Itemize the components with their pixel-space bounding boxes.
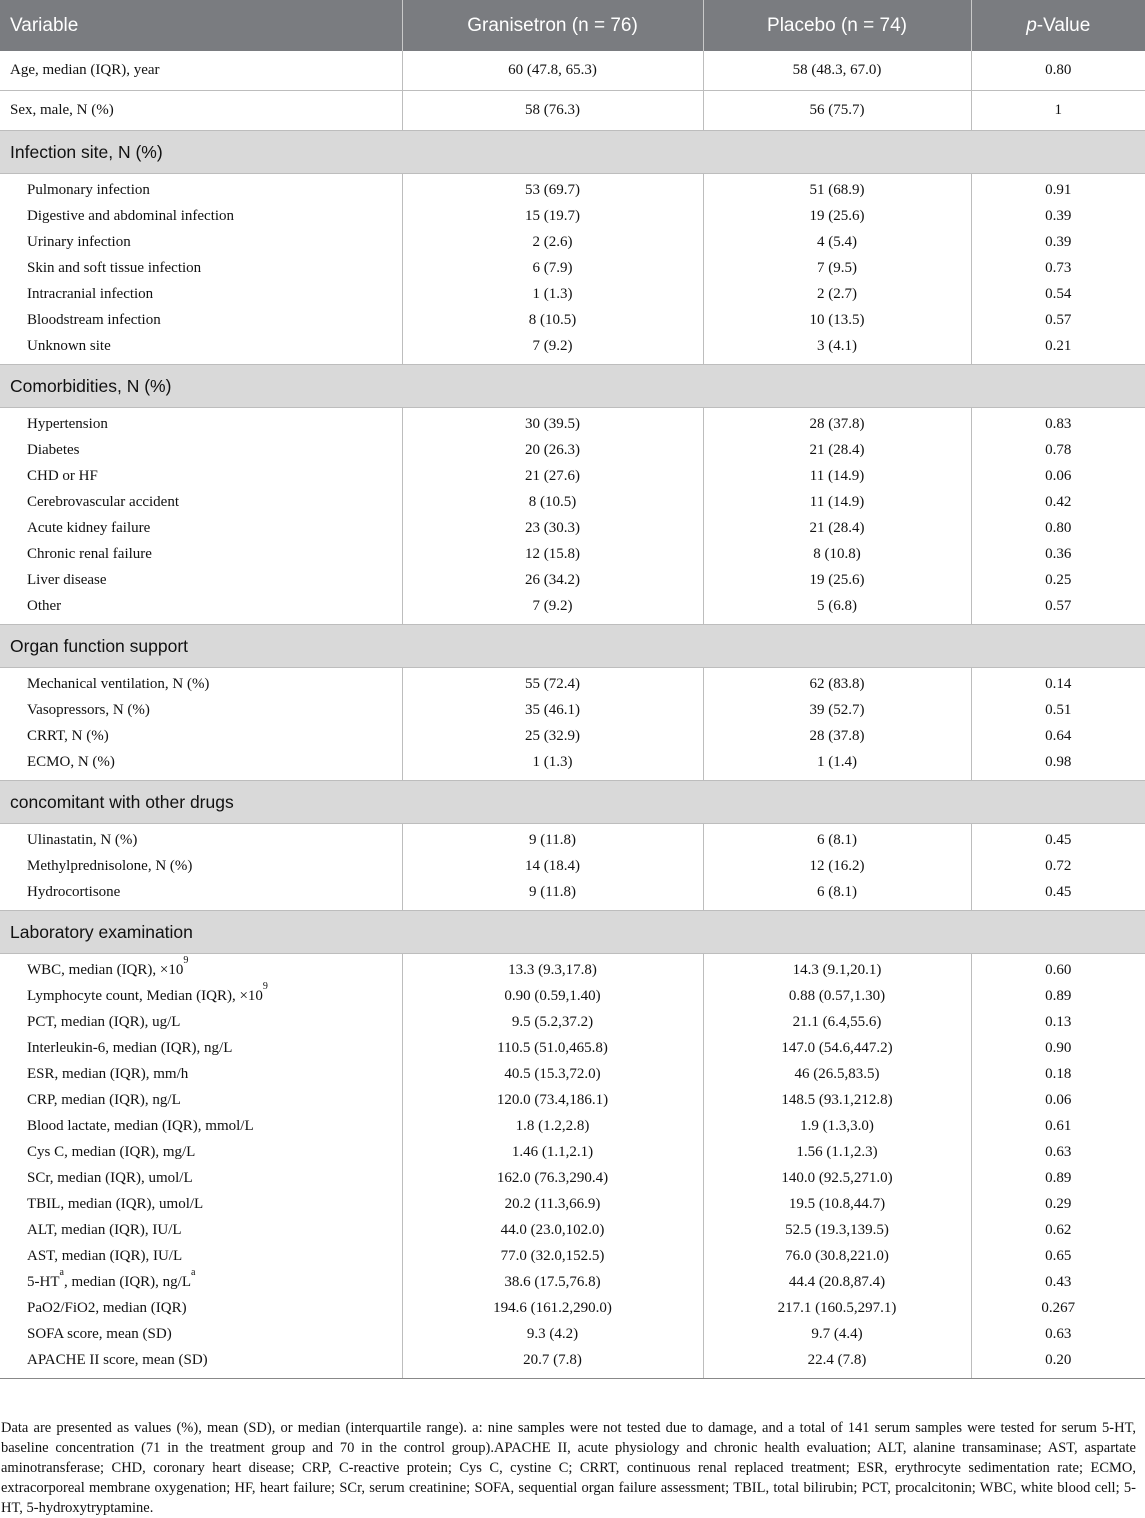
table-row — [0, 1217, 1145, 1243]
p-value-cell: 0.13 — [971, 1009, 1145, 1035]
granisetron-cell: 20.2 (11.3,66.9) — [402, 1191, 703, 1217]
granisetron-cell: 77.0 (32.0,152.5) — [402, 1243, 703, 1269]
granisetron-cell: 38.6 (17.5,76.8) — [402, 1269, 703, 1295]
section-header-row — [0, 781, 1145, 824]
placebo-cell: 28 (37.8) — [703, 408, 971, 438]
granisetron-cell: 110.5 (51.0,465.8) — [402, 1035, 703, 1061]
p-value-cell: 0.43 — [971, 1269, 1145, 1295]
granisetron-cell: 23 (30.3) — [402, 515, 703, 541]
placebo-cell: 21 (28.4) — [703, 437, 971, 463]
granisetron-cell: 15 (19.7) — [402, 203, 703, 229]
placebo-cell: 10 (13.5) — [703, 307, 971, 333]
variable-cell: Cys C, median (IQR), mg/L — [27, 1144, 196, 1160]
table-row — [0, 1113, 1145, 1139]
p-value-cell: 0.63 — [971, 1139, 1145, 1165]
table-row — [0, 723, 1145, 749]
table-row — [0, 1321, 1145, 1347]
p-value-cell: 0.63 — [971, 1321, 1145, 1347]
table-row — [0, 437, 1145, 463]
granisetron-cell: 9.3 (4.2) — [402, 1321, 703, 1347]
granisetron-cell: 9 (11.8) — [402, 824, 703, 854]
section-header-row — [0, 625, 1145, 668]
placebo-cell: 1 (1.4) — [703, 749, 971, 781]
table-row — [0, 1165, 1145, 1191]
placebo-cell: 217.1 (160.5,297.1) — [703, 1295, 971, 1321]
table-row — [0, 51, 1145, 91]
granisetron-cell: 1 (1.3) — [402, 749, 703, 781]
table-row — [0, 853, 1145, 879]
granisetron-cell: 20 (26.3) — [402, 437, 703, 463]
table-row — [0, 749, 1145, 781]
granisetron-cell: 40.5 (15.3,72.0) — [402, 1061, 703, 1087]
variable-cell: Methylprednisolone, N (%) — [27, 858, 193, 874]
placebo-cell: 44.4 (20.8,87.4) — [703, 1269, 971, 1295]
placebo-cell: 46 (26.5,83.5) — [703, 1061, 971, 1087]
p-value-cell: 0.57 — [971, 593, 1145, 625]
placebo-cell: 28 (37.8) — [703, 723, 971, 749]
granisetron-cell: 7 (9.2) — [402, 333, 703, 365]
table-row — [0, 954, 1145, 984]
table-row — [0, 1347, 1145, 1379]
table-row — [0, 1295, 1145, 1321]
p-value-cell: 0.29 — [971, 1191, 1145, 1217]
variable-cell: AST, median (IQR), IU/L — [27, 1248, 183, 1264]
variable-cell: Cerebrovascular accident — [27, 494, 179, 510]
p-value-cell: 0.14 — [971, 668, 1145, 698]
variable-cell: Interleukin-6, median (IQR), ng/L — [27, 1040, 233, 1056]
variable-cell: Bloodstream infection — [27, 312, 161, 328]
variable-cell: SCr, median (IQR), umol/L — [27, 1170, 193, 1186]
granisetron-cell: 35 (46.1) — [402, 697, 703, 723]
variable-cell: SOFA score, mean (SD) — [27, 1326, 172, 1342]
p-value-cell: 0.267 — [971, 1295, 1145, 1321]
p-value-cell: 0.91 — [971, 174, 1145, 204]
variable-cell: Acute kidney failure — [27, 520, 151, 536]
placebo-cell: 3 (4.1) — [703, 333, 971, 365]
p-value-cell: 0.39 — [971, 229, 1145, 255]
table-row — [0, 408, 1145, 438]
variable-cell: Skin and soft tissue infection — [27, 260, 202, 276]
variable-cell: Digestive and abdominal infection — [27, 208, 235, 224]
granisetron-cell: 12 (15.8) — [402, 541, 703, 567]
granisetron-cell: 14 (18.4) — [402, 853, 703, 879]
section-title: Laboratory examination — [0, 911, 1145, 954]
table-row — [0, 255, 1145, 281]
granisetron-cell: 21 (27.6) — [402, 463, 703, 489]
granisetron-cell: 8 (10.5) — [402, 307, 703, 333]
p-value-cell: 0.64 — [971, 723, 1145, 749]
granisetron-cell: 58 (76.3) — [402, 91, 703, 131]
variable-cell: TBIL, median (IQR), umol/L — [27, 1196, 204, 1212]
granisetron-cell: 9 (11.8) — [402, 879, 703, 911]
p-value-cell: 0.25 — [971, 567, 1145, 593]
granisetron-cell: 30 (39.5) — [402, 408, 703, 438]
granisetron-cell: 1.8 (1.2,2.8) — [402, 1113, 703, 1139]
variable-cell: Intracranial infection — [27, 286, 154, 302]
variable-cell: Chronic renal failure — [27, 546, 152, 562]
placebo-cell: 140.0 (92.5,271.0) — [703, 1165, 971, 1191]
variable-cell: PaO2/FiO2, median (IQR) — [27, 1300, 187, 1316]
placebo-cell: 52.5 (19.3,139.5) — [703, 1217, 971, 1243]
variable-cell: Pulmonary infection — [27, 182, 150, 198]
placebo-cell: 9.7 (4.4) — [703, 1321, 971, 1347]
granisetron-cell: 0.90 (0.59,1.40) — [402, 983, 703, 1009]
table-row — [0, 1269, 1145, 1295]
p-value-cell: 1 — [971, 91, 1145, 131]
table-row — [0, 983, 1145, 1009]
variable-cell: CHD or HF — [27, 468, 98, 484]
variable-cell: Ulinastatin, N (%) — [27, 832, 138, 848]
p-value-cell: 0.80 — [971, 515, 1145, 541]
table-row — [0, 593, 1145, 625]
variable-cell: Urinary infection — [27, 234, 131, 250]
p-value-cell: 0.73 — [971, 255, 1145, 281]
table-body — [0, 51, 1145, 1379]
granisetron-cell: 162.0 (76.3,290.4) — [402, 1165, 703, 1191]
p-value-cell: 0.39 — [971, 203, 1145, 229]
p-value-cell: 0.45 — [971, 824, 1145, 854]
placebo-cell: 1.56 (1.1,2.3) — [703, 1139, 971, 1165]
granisetron-cell: 2 (2.6) — [402, 229, 703, 255]
p-value-cell: 0.45 — [971, 879, 1145, 911]
placebo-cell: 51 (68.9) — [703, 174, 971, 204]
granisetron-cell: 1.46 (1.1,2.1) — [402, 1139, 703, 1165]
section-title: concomitant with other drugs — [0, 781, 1145, 824]
granisetron-cell: 25 (32.9) — [402, 723, 703, 749]
granisetron-cell: 7 (9.2) — [402, 593, 703, 625]
table-row — [0, 463, 1145, 489]
p-value-cell: 0.80 — [971, 51, 1145, 91]
p-value-cell: 0.83 — [971, 408, 1145, 438]
p-value-cell: 0.89 — [971, 1165, 1145, 1191]
table-row — [0, 824, 1145, 854]
p-value-cell: 0.60 — [971, 954, 1145, 984]
placebo-cell: 22.4 (7.8) — [703, 1347, 971, 1379]
table-row — [0, 541, 1145, 567]
placebo-cell: 19 (25.6) — [703, 203, 971, 229]
variable-cell: ECMO, N (%) — [0, 749, 402, 781]
placebo-cell: 39 (52.7) — [703, 697, 971, 723]
variable-cell: Vasopressors, N (%) — [27, 702, 150, 718]
variable-cell: Hydrocortisone — [0, 879, 402, 911]
section-header-row — [0, 911, 1145, 954]
p-value-cell: 0.51 — [971, 697, 1145, 723]
p-value-cell: 0.90 — [971, 1035, 1145, 1061]
table-row — [0, 515, 1145, 541]
variable-cell: ALT, median (IQR), IU/L — [27, 1222, 182, 1238]
placebo-cell: 56 (75.7) — [703, 91, 971, 131]
placebo-cell: 8 (10.8) — [703, 541, 971, 567]
granisetron-cell: 20.7 (7.8) — [402, 1347, 703, 1379]
granisetron-cell: 194.6 (161.2,290.0) — [402, 1295, 703, 1321]
header-p-value: p-Value — [971, 0, 1145, 51]
placebo-cell: 11 (14.9) — [703, 489, 971, 515]
variable-cell: PCT, median (IQR), ug/L — [27, 1014, 181, 1030]
placebo-cell: 5 (6.8) — [703, 593, 971, 625]
placebo-cell: 12 (16.2) — [703, 853, 971, 879]
placebo-cell: 147.0 (54.6,447.2) — [703, 1035, 971, 1061]
section-header-row — [0, 131, 1145, 174]
table-row — [0, 1009, 1145, 1035]
p-value-cell: 0.57 — [971, 307, 1145, 333]
p-value-cell: 0.65 — [971, 1243, 1145, 1269]
granisetron-cell: 53 (69.7) — [402, 174, 703, 204]
variable-cell: Lymphocyte count, Median (IQR), $\times 10^9$ — [27, 981, 268, 1004]
section-title: Organ function support — [0, 625, 1145, 668]
p-value-cell: 0.62 — [971, 1217, 1145, 1243]
variable-cell: ESR, median (IQR), mm/h — [27, 1066, 189, 1082]
placebo-cell: 11 (14.9) — [703, 463, 971, 489]
p-value-cell: 0.06 — [971, 463, 1145, 489]
placebo-cell: 4 (5.4) — [703, 229, 971, 255]
table-row — [0, 174, 1145, 204]
placebo-cell: 6 (8.1) — [703, 824, 971, 854]
granisetron-cell: 1 (1.3) — [402, 281, 703, 307]
p-value-cell: 0.89 — [971, 983, 1145, 1009]
table-row — [0, 697, 1145, 723]
table-row — [0, 1139, 1145, 1165]
p-value-cell: 0.36 — [971, 541, 1145, 567]
variable-cell: Blood lactate, median (IQR), mmol/L — [27, 1118, 254, 1134]
variable-cell: CRP, median (IQR), ng/L — [27, 1092, 181, 1108]
variable-cell: Sex, male, N (%) — [0, 91, 402, 131]
p-value-cell: 0.98 — [971, 749, 1145, 781]
p-value-cell: 0.42 — [971, 489, 1145, 515]
p-value-cell: 0.54 — [971, 281, 1145, 307]
placebo-cell: 19 (25.6) — [703, 567, 971, 593]
placebo-cell: 0.88 (0.57,1.30) — [703, 983, 971, 1009]
p-value-cell: 0.21 — [971, 333, 1145, 365]
variable-cell: Other — [0, 593, 402, 625]
p-value-cell: 0.61 — [971, 1113, 1145, 1139]
granisetron-cell: 26 (34.2) — [402, 567, 703, 593]
placebo-cell: 2 (2.7) — [703, 281, 971, 307]
table-row — [0, 1061, 1145, 1087]
p-value-cell: 0.78 — [971, 437, 1145, 463]
table-row — [0, 307, 1145, 333]
placebo-cell: 21.1 (6.4,55.6) — [703, 1009, 971, 1035]
table-row — [0, 281, 1145, 307]
table-row — [0, 1087, 1145, 1113]
section-header-row — [0, 365, 1145, 408]
table-row — [0, 567, 1145, 593]
granisetron-cell: 60 (47.8, 65.3) — [402, 51, 703, 91]
variable-cell: Age, median (IQR), year — [0, 51, 402, 91]
granisetron-cell: 120.0 (73.4,186.1) — [402, 1087, 703, 1113]
granisetron-cell: 55 (72.4) — [402, 668, 703, 698]
header-placebo: Placebo (n = 74) — [703, 0, 971, 51]
table-row — [0, 668, 1145, 698]
p-value-cell: 0.20 — [971, 1347, 1145, 1379]
variable-cell: Hypertension — [27, 416, 108, 432]
table-row — [0, 879, 1145, 911]
variable-cell: Diabetes — [27, 442, 80, 458]
granisetron-cell: 6 (7.9) — [402, 255, 703, 281]
granisetron-cell: 9.5 (5.2,37.2) — [402, 1009, 703, 1035]
section-title: Comorbidities, N (%) — [0, 365, 1145, 408]
granisetron-cell: 13.3 (9.3,17.8) — [402, 954, 703, 984]
placebo-cell: 1.9 (1.3,3.0) — [703, 1113, 971, 1139]
placebo-cell: 76.0 (30.8,221.0) — [703, 1243, 971, 1269]
variable-cell: $5-HT^a$, median (IQR), $ng/L^a$ — [27, 1267, 196, 1290]
variable-cell: Mechanical ventilation, N (%) — [27, 676, 210, 692]
variable-cell: Liver disease — [27, 572, 107, 588]
table-row — [0, 1191, 1145, 1217]
placebo-cell: 19.5 (10.8,44.7) — [703, 1191, 971, 1217]
placebo-cell: 21 (28.4) — [703, 515, 971, 541]
placebo-cell: 14.3 (9.1,20.1) — [703, 954, 971, 984]
placebo-cell: 6 (8.1) — [703, 879, 971, 911]
table-row — [0, 1243, 1145, 1269]
granisetron-cell: 8 (10.5) — [402, 489, 703, 515]
p-value-cell: 0.18 — [971, 1061, 1145, 1087]
placebo-cell: 148.5 (93.1,212.8) — [703, 1087, 971, 1113]
table-row — [0, 229, 1145, 255]
section-title: Infection site, N (%) — [0, 131, 1145, 174]
placebo-cell: 58 (48.3, 67.0) — [703, 51, 971, 91]
variable-cell: CRRT, N (%) — [27, 728, 109, 744]
header-variable: Variable — [0, 0, 402, 51]
table-header-row — [0, 0, 1145, 51]
placebo-cell: 7 (9.5) — [703, 255, 971, 281]
table-row — [0, 203, 1145, 229]
table-footnote: Data are presented as values (%), mean (SD), or median (interquartile range). a: nine samples were not tested due to damage, and a total of 141 serum samples were tested for serum 5-HT, baseline concentration (71 in the treatment group and 70 in the control group).APACHE II, acute physiology and chronic health evaluation; ALT, alanine transaminase; AST, aspartate aminotransferase; CHD, coronary heart disease; CRP, C-reactive protein; Cys C, cystine C; CRRT, continuous renal replaced treatment; ESR, erythrocyte sedimentation rate; ECMO, extracorporeal membrane oxygenation; HF, heart failure; SCr, serum creatinine; SOFA, sequential organ failure assessment; TBIL, total bilirubin; PCT, procalcitonin; WBC, white blood cell; 5-HT, 5-hydroxytryptamine. — [1, 1420, 1136, 1516]
header-granisetron: Granisetron (n = 76) — [402, 0, 703, 51]
table-row — [0, 489, 1145, 515]
table-row — [0, 1035, 1145, 1061]
variable-cell: Unknown site — [0, 333, 402, 365]
variable-cell: APACHE II score, mean (SD) — [0, 1347, 402, 1379]
p-value-cell: 0.72 — [971, 853, 1145, 879]
placebo-cell: 62 (83.8) — [703, 668, 971, 698]
p-value-cell: 0.06 — [971, 1087, 1145, 1113]
table-row — [0, 91, 1145, 131]
table-row — [0, 333, 1145, 365]
granisetron-cell: 44.0 (23.0,102.0) — [402, 1217, 703, 1243]
variable-cell: WBC, median (IQR), $\times 10^9$ — [27, 955, 189, 978]
